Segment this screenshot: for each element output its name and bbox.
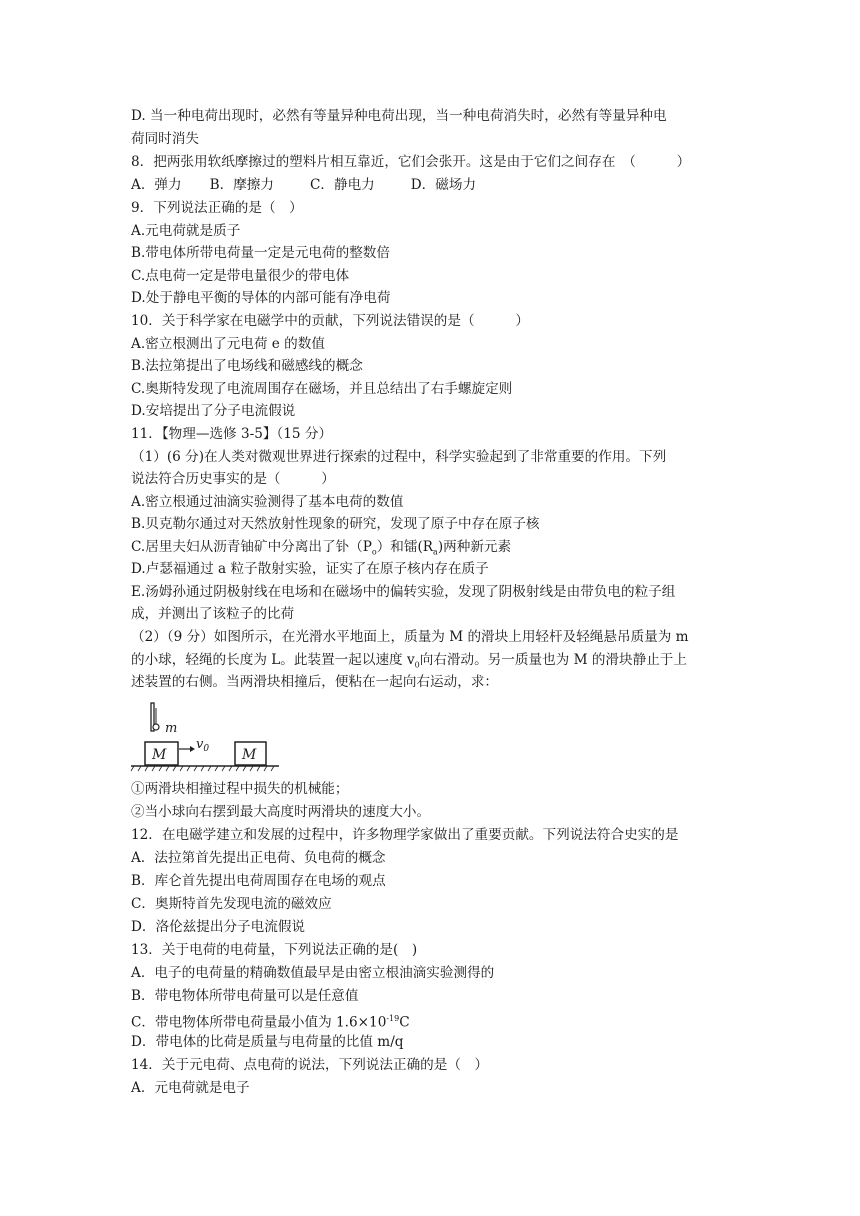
question-13-stem: 13．关于电荷的电荷量，下列说法正确的是( )	[131, 942, 418, 958]
sliding-blocks-figure	[130, 695, 280, 775]
q11-option-e-line2: 成，并测出了该粒子的比荷	[131, 606, 295, 622]
q10-option-a: A.密立根测出了元电荷 e 的数值	[131, 336, 325, 352]
q11-option-d: D.卢瑟福通过 a 粒子散射实验，证实了在原子核内存在质子	[131, 561, 489, 577]
q10-option-b: B.法拉第提出了电场线和磁感线的概念	[131, 358, 363, 374]
q11-part1-line2: 说法符合历史事实的是（ ）	[131, 471, 335, 487]
q9-option-b: B.带电体所带电荷量一定是元电荷的整数倍	[131, 245, 390, 261]
q11-option-c-sub1: o	[371, 547, 377, 557]
q11-option-c-text: C.居里夫妇从沥青铀矿中分离出了钋（P	[131, 539, 372, 555]
q8-option-a: A．弹力	[131, 177, 182, 193]
question-14-stem: 14．关于元电荷、点电荷的说法，下列说法正确的是（ ）	[131, 1057, 489, 1073]
q11-option-b: B.贝克勒尔通过对天然放射性现象的研究，发现了原子中存在原子核	[131, 516, 540, 532]
q12-option-c: C．奥斯特首先发现电流的磁效应	[131, 896, 332, 912]
q8-option-b: B．摩擦力	[209, 177, 274, 193]
q10-option-d: D.安培提出了分子电流假说	[131, 403, 296, 419]
ball-label: m	[165, 721, 178, 736]
question-8-options	[131, 175, 476, 195]
q13-option-d: D．带电体的比荷是质量与电荷量的比值 m/q	[131, 1034, 404, 1050]
q11-option-c-sub2: a	[433, 547, 438, 557]
q11-option-c-post: )两种新元素	[437, 539, 512, 555]
q12-option-a: A．法拉第首先提出正电荷、负电荷的概念	[131, 850, 386, 866]
question-9-stem: 9．下列说法正确的是（ ）	[131, 200, 303, 216]
q13-option-a: A．电子的电荷量的精确数值最早是由密立根油滴实验测得的	[131, 965, 495, 981]
q13-option-c	[131, 1009, 410, 1033]
q11-part2-line2-pre: 的小球，轻绳的长度为 L。此装置一起以速度 v	[131, 652, 415, 668]
q9-option-a: A.元电荷就是质子	[131, 223, 241, 239]
q11-part2-line2-post: 向右滑动。另一质量也为 M 的滑块静止于上	[419, 652, 687, 668]
question-10-stem: 10．关于科学家在电磁学中的贡献，下列说法错误的是（ ）	[131, 313, 529, 329]
q12-option-d: D．洛伦兹提出分子电流假说	[131, 919, 306, 935]
question-11-header: 11．【物理—选修 3-5】（15 分）	[131, 426, 333, 442]
velocity-arrow-icon	[190, 746, 195, 752]
q11-part2-line1: （2）（9 分）如图所示，在光滑水平地面上，质量为 M 的滑块上用轻杆及轻绳悬吊质量为 m	[131, 629, 689, 645]
q13-option-b: B．带电物体所带电荷量可以是任意值	[131, 988, 359, 1004]
right-block-label: M	[242, 747, 257, 763]
q14-option-a: A．元电荷就是电子	[131, 1080, 250, 1096]
question-12-stem: 12．在电磁学建立和发展的过程中，许多物理学家做出了重要贡献。下列说法符合史实的是	[131, 827, 679, 843]
left-block-label: M	[152, 747, 167, 763]
q11-part2-item1: ①两滑块相撞过程中损失的机械能；	[131, 781, 349, 797]
q11-part2-line3: 述装置的右侧。当两滑块相撞后，便粘在一起向右运动，求：	[131, 674, 499, 690]
q13-option-c-unit: C	[399, 1014, 410, 1031]
question-8-stem: 8．把两张用软纸摩擦过的塑料片相互靠近，它们会张开。这是由于它们之间存在 （ ）	[131, 154, 691, 170]
q10-option-c: C.奥斯特发现了电流周围存在磁场，并且总结出了右手螺旋定则	[131, 381, 513, 397]
q13-option-c-exponent: -19	[386, 1014, 400, 1023]
q11-option-c-mid: ）和镭(R	[376, 539, 434, 555]
q8-option-c: C．静电力	[309, 177, 375, 193]
q9-option-c: C.点电荷一定是带电量很少的带电体	[131, 268, 350, 284]
q11-part1-line1: （1）(6 分)在人类对微观世界进行探索的过程中，科学实验起到了非常重要的作用。下列	[131, 449, 667, 465]
q11-part2-item2: ②当小球向右摆到最大高度时两滑块的速度大小。	[131, 804, 431, 820]
q13-option-c-text: C．带电物体所带电荷量最小值为 1.6×10	[131, 1014, 387, 1031]
q11-option-a: A.密立根通过油滴实验测得了基本电荷的数值	[131, 494, 404, 510]
ball-icon	[153, 724, 159, 730]
q8-option-d: D．磁场力	[410, 177, 477, 193]
q11-option-e-line1: E.汤姆孙通过阴极射线在电场和在磁场中的偏转实验，发现了阴极射线是由带负电的粒子组	[131, 584, 676, 600]
q12-option-b: B．库仑首先提出电荷周围存在电场的观点	[131, 873, 386, 889]
q7-option-d-line1: D. 当一种电荷出现时，必然有等量异种电荷出现，当一种电荷消失时，必然有等量异种电	[131, 108, 667, 124]
q9-option-d: D.处于静电平衡的导体的内部可能有净电荷	[131, 290, 391, 306]
q11-part2-line2-sub: 0	[414, 660, 420, 670]
q7-option-d-line2: 荷同时消失	[131, 131, 199, 147]
velocity-label: $v_0$	[196, 737, 210, 754]
